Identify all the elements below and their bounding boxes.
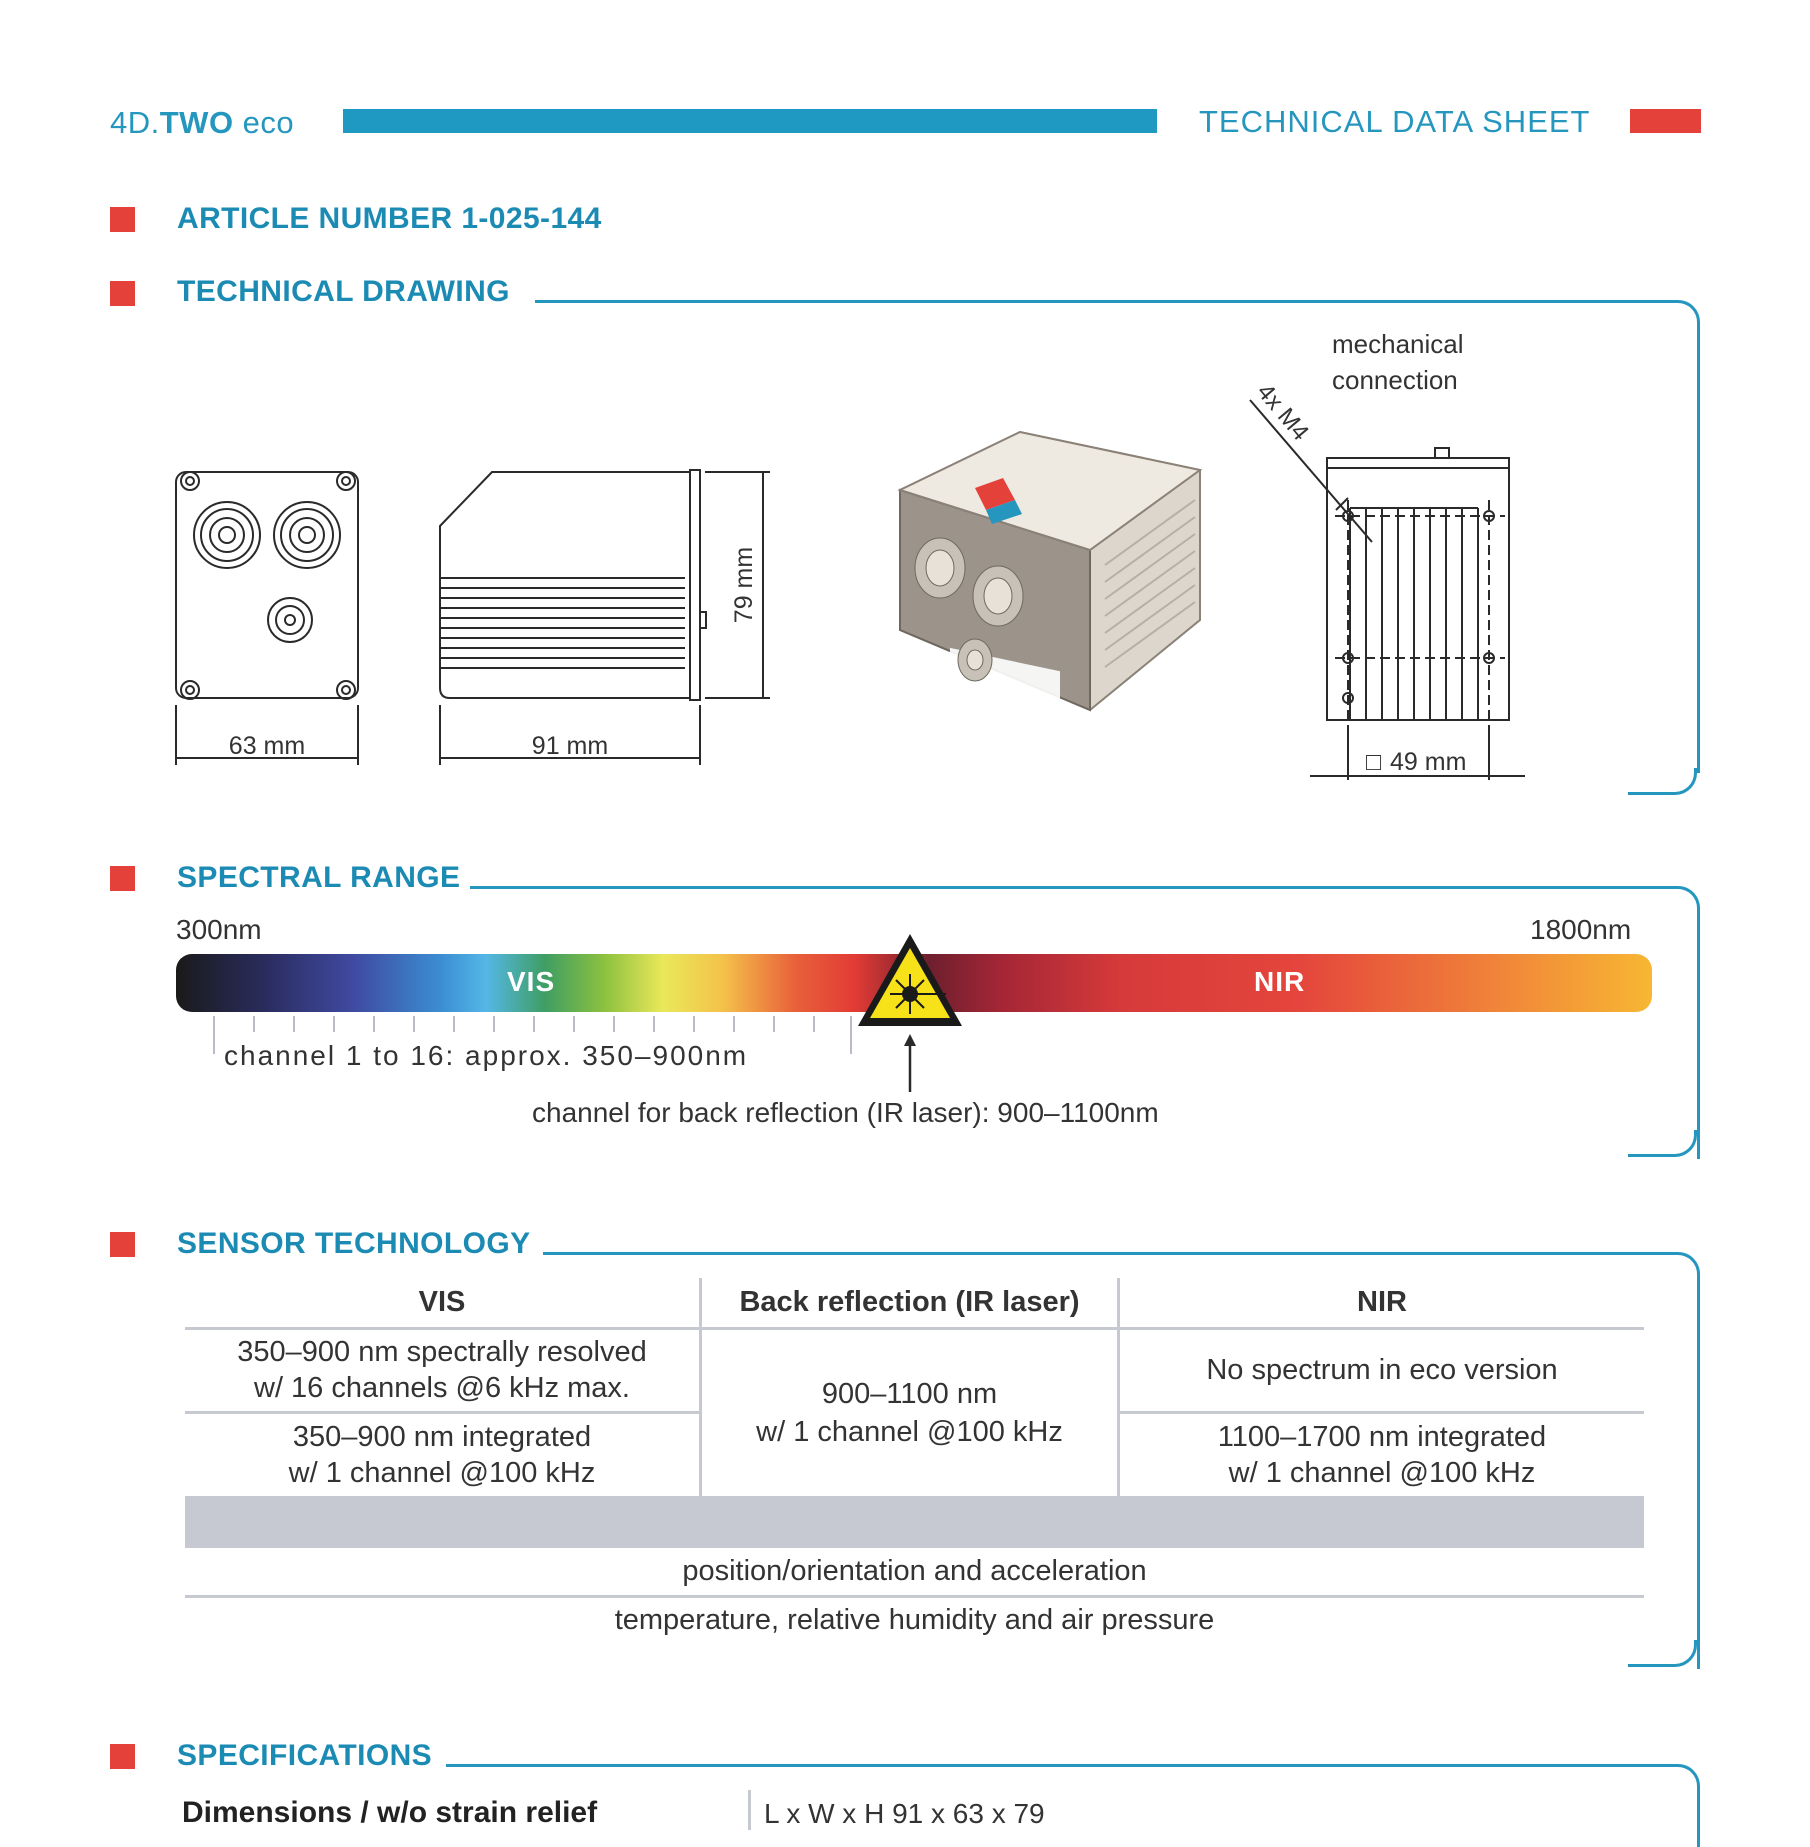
extra-sensor-row: temperature, relative humidity and air pressure — [614, 1604, 1215, 1637]
section-marker — [110, 207, 135, 232]
header-vis: VIS — [185, 1278, 701, 1328]
spectral-frame-tail — [1628, 1130, 1697, 1157]
section-marker — [110, 866, 135, 891]
section-marker — [110, 1744, 135, 1769]
front-view-outline — [176, 472, 358, 698]
spectral-range-heading: SPECTRAL RANGE — [177, 861, 461, 894]
header-bar — [343, 109, 1157, 133]
vis-integrated-cell: 350–900 nm integrated w/ 1 channel @100 kHz — [185, 1412, 701, 1496]
brand-title: 4D.TWO eco — [110, 105, 295, 140]
product-render — [900, 432, 1200, 726]
specifications-heading: SPECIFICATIONS — [177, 1739, 433, 1772]
spec-divider — [748, 1790, 751, 1830]
spectrum-min-label: 300nm — [176, 914, 262, 945]
document-title: TECHNICAL DATA SHEET — [1199, 104, 1591, 139]
technical-drawing-heading: TECHNICAL DRAWING — [177, 275, 510, 308]
mount-view-outline — [1327, 458, 1509, 720]
sensor-technology-heading: SENSOR TECHNOLOGY — [177, 1227, 531, 1260]
drawing-frame-tail — [1628, 768, 1697, 795]
specifications-frame — [446, 1764, 1700, 1847]
header-red-tab — [1630, 109, 1701, 133]
vis-label: VIS — [507, 966, 556, 997]
mount-size-label: 49 mm — [1390, 748, 1467, 776]
spec-row-value: L x W x H 91 x 63 x 79 — [764, 1798, 1045, 1829]
sensor-table — [185, 1278, 1644, 1644]
table-divider-band — [185, 1496, 1644, 1548]
back-reflection-label: channel for back reflection (IR laser): 900–1100nm — [532, 1097, 1159, 1128]
laser-warning-icon — [854, 930, 966, 1030]
side-length-label: 91 mm — [531, 732, 609, 760]
nir-label: NIR — [1254, 966, 1306, 997]
article-number-heading: ARTICLE NUMBER 1-025-144 — [177, 202, 602, 235]
side-view-outline — [440, 472, 690, 698]
vis-spectral-cell: 350–900 nm spectrally resolved w/ 16 channels @6 kHz max. — [185, 1328, 701, 1412]
nir-spectrum-cell: No spectrum in eco version — [1119, 1328, 1645, 1412]
extra-sensor-row: position/orientation and acceleration — [185, 1548, 1644, 1596]
height-label: 79 mm — [730, 546, 758, 624]
spectrum-max-label: 1800nm — [1530, 914, 1632, 945]
nir-integrated-cell: 1100–1700 nm integrated w/ 1 channel @100 kHz — [1217, 1420, 1547, 1489]
mount-size-symbol: □ — [1366, 748, 1382, 776]
mechanical-connection-label: mechanical connection — [1332, 329, 1464, 395]
header-back-reflection: Back reflection (IR laser) — [701, 1278, 1119, 1328]
screw-label: 4x M4 — [1251, 378, 1315, 446]
section-marker — [110, 1232, 135, 1257]
sensor-frame-tail — [1628, 1640, 1697, 1667]
back-reflection-cell: 900–1100 nm w/ 1 channel @100 kHz — [701, 1328, 1119, 1496]
header-nir: NIR — [1119, 1278, 1645, 1328]
front-width-label: 63 mm — [228, 732, 306, 760]
channel-range-label: channel 1 to 16: approx. 350–900nm — [224, 1040, 749, 1071]
section-marker — [110, 281, 135, 306]
arrow-up-icon — [900, 1034, 920, 1094]
spec-row-label: Dimensions / w/o strain relief — [182, 1796, 598, 1829]
